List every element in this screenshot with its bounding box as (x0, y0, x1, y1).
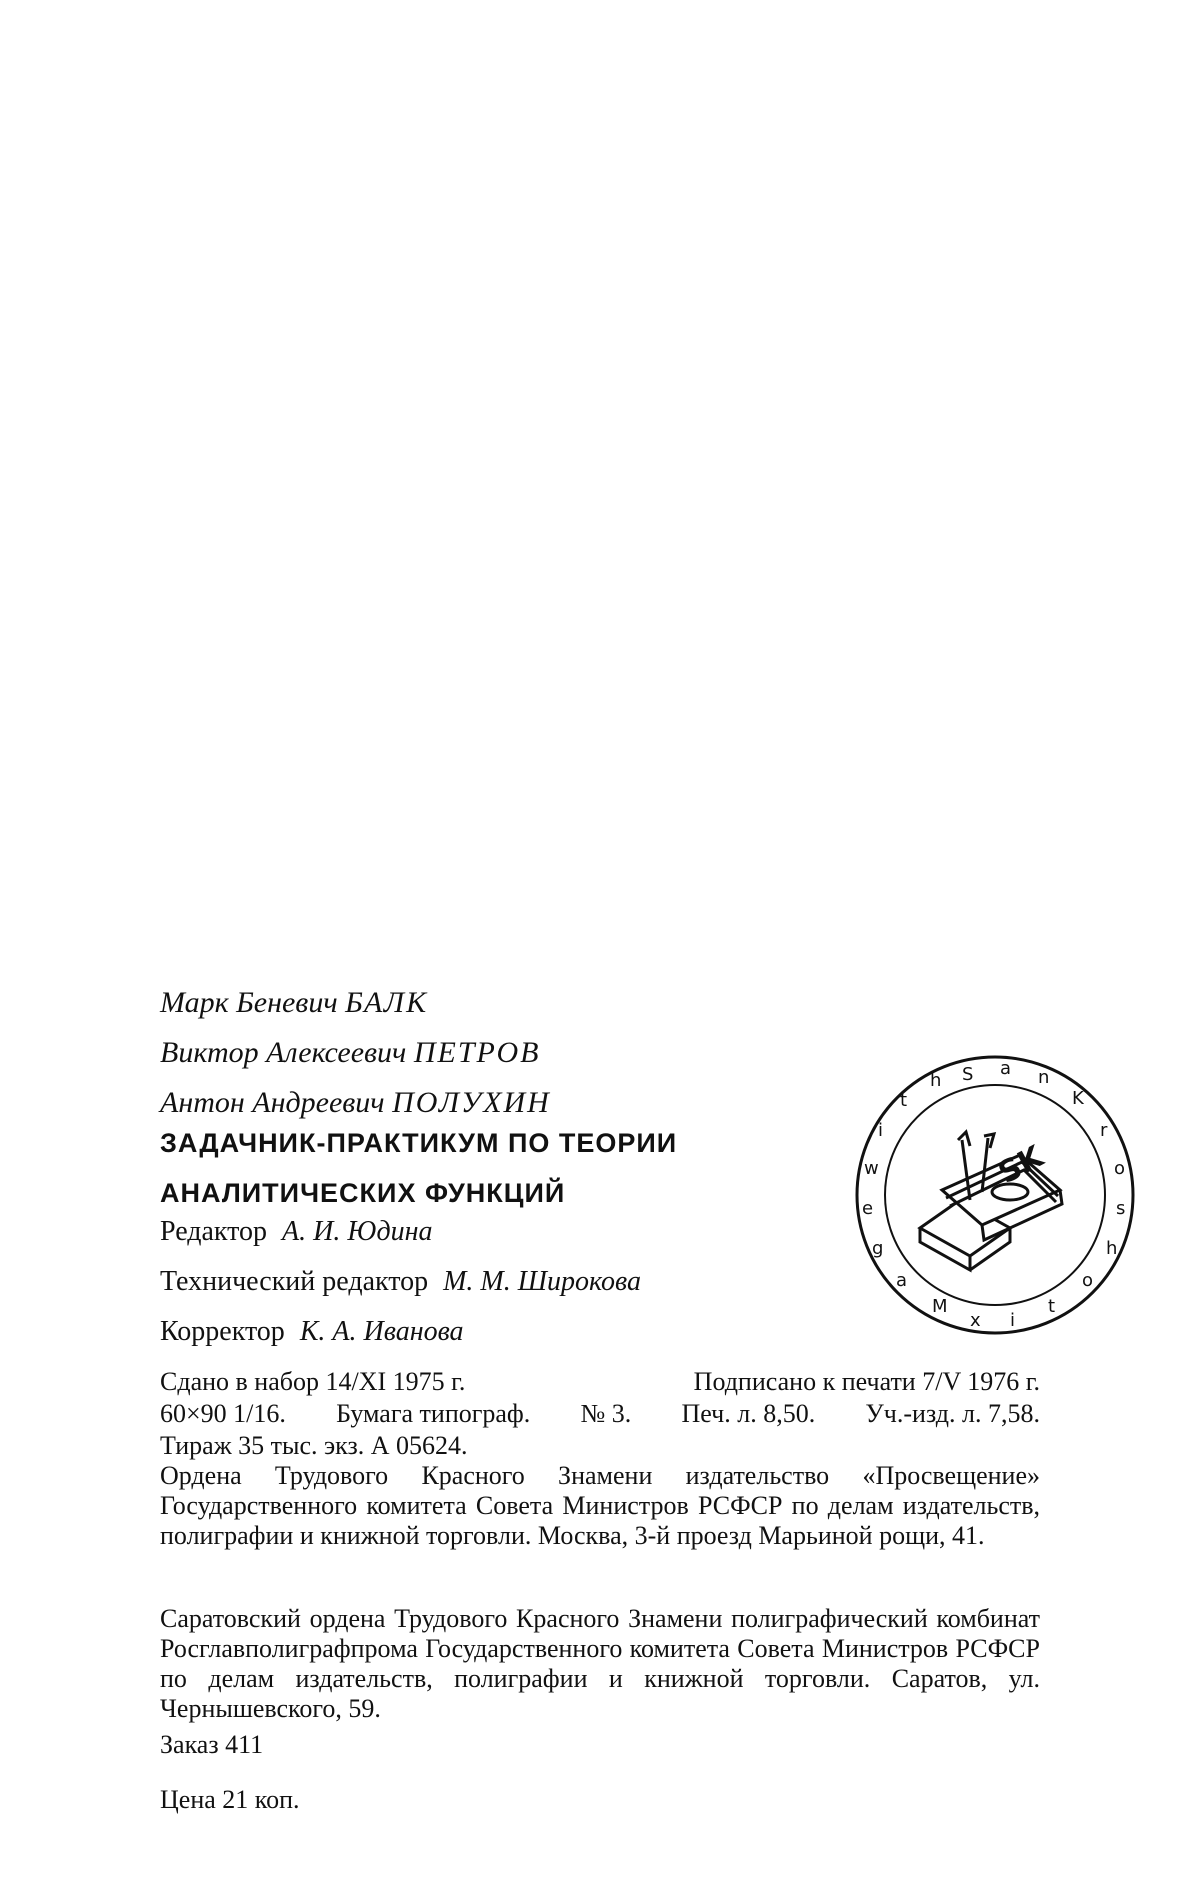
format: 60×90 1/16. (160, 1399, 286, 1428)
svg-text:r: r (1100, 1120, 1108, 1141)
submitted-date: Сдано в набор 14/XI 1975 г. (160, 1367, 466, 1396)
print-info-row (160, 1398, 1040, 1430)
svg-text:i: i (1010, 1310, 1016, 1331)
svg-text:n: n (1038, 1067, 1050, 1088)
print-info-row (160, 1430, 1040, 1462)
publishing-sheets: Уч.-изд. л. 7,58. (865, 1399, 1040, 1428)
printer-info: Саратовский ордена Трудового Красного Знамени полиграфический комбинат Росглавполиграфпрома Государственного комитета Совета Министров РСФСР по делам издательств, полиграфии и книжной торговли. Саратов, ул. Чернышевского, 59. (160, 1604, 1040, 1723)
book-title (160, 1118, 860, 1218)
svg-text:o: o (1114, 1158, 1126, 1179)
stamp-badge: SK (992, 1139, 1049, 1192)
staff-line-tech-editor (160, 1257, 800, 1307)
author-surname: ПОЛУХИН (392, 1086, 551, 1119)
staff-person: К. А. Иванова (299, 1316, 464, 1347)
svg-text:a: a (896, 1270, 908, 1291)
svg-text:K: K (1072, 1088, 1084, 1109)
svg-text:M: M (932, 1296, 948, 1317)
author-surname: ПЕТРОВ (413, 1036, 541, 1069)
printed-sheets: Печ. л. 8,50. (681, 1399, 816, 1428)
author-name: Антон Андреевич (160, 1086, 385, 1119)
svg-text:o: o (1082, 1270, 1094, 1291)
svg-text:S: S (962, 1064, 974, 1085)
publisher-info: Ордена Трудового Красного Знамени издательство «Просвещение» Государственного комитета Совета Министров РСФСР по делам издательств, полиграфии и книжной торговли. Москва, 3-й проезд Марьиной рощи, 41. (160, 1461, 1040, 1550)
svg-text:g: g (872, 1238, 884, 1259)
staff-role: Технический редактор (160, 1266, 429, 1297)
svg-text:s: s (1116, 1198, 1126, 1219)
staff-block (160, 1207, 800, 1357)
price: Цена 21 коп. (160, 1785, 300, 1814)
staff-person: М. М. Широкова (443, 1266, 641, 1297)
circulation: Тираж 35 тыс. экз. А 05624. (160, 1431, 468, 1460)
staff-role: Редактор (160, 1216, 268, 1247)
title-line-2: АНАЛИТИЧЕСКИХ ФУНКЦИЙ (160, 1178, 566, 1208)
staff-role: Корректор (160, 1316, 285, 1347)
print-info-row (160, 1366, 1040, 1398)
authors-block (160, 978, 720, 1128)
svg-text:x: x (970, 1310, 981, 1331)
svg-text:t: t (900, 1090, 908, 1111)
author-surname: БАЛК (345, 986, 429, 1019)
svg-text:t: t (1048, 1296, 1056, 1317)
title-line-1: ЗАДАЧНИК-ПРАКТИКУМ ПО ТЕОРИИ (160, 1128, 678, 1158)
svg-text:h: h (1106, 1238, 1118, 1259)
paper: Бумага типограф. (336, 1399, 531, 1428)
signed-date: Подписано к печати 7/V 1976 г. (693, 1367, 1040, 1396)
order-number: Заказ 411 (160, 1730, 264, 1759)
author-line (160, 1028, 720, 1078)
print-info (160, 1366, 1040, 1462)
svg-text:h: h (930, 1070, 942, 1091)
svg-text:i: i (878, 1120, 884, 1141)
author-name: Марк Беневич (160, 986, 338, 1019)
staff-line-editor (160, 1207, 800, 1257)
author-name: Виктор Алексеевич (160, 1036, 407, 1069)
author-line (160, 978, 720, 1028)
svg-text:a: a (1000, 1058, 1012, 1079)
svg-text:e: e (862, 1198, 874, 1219)
svg-text:w: w (864, 1158, 879, 1179)
staff-line-proofreader (160, 1307, 800, 1357)
staff-person: А. И. Юдина (282, 1216, 433, 1247)
number: № 3. (580, 1399, 632, 1428)
scan-stamp-icon (850, 1050, 1140, 1340)
